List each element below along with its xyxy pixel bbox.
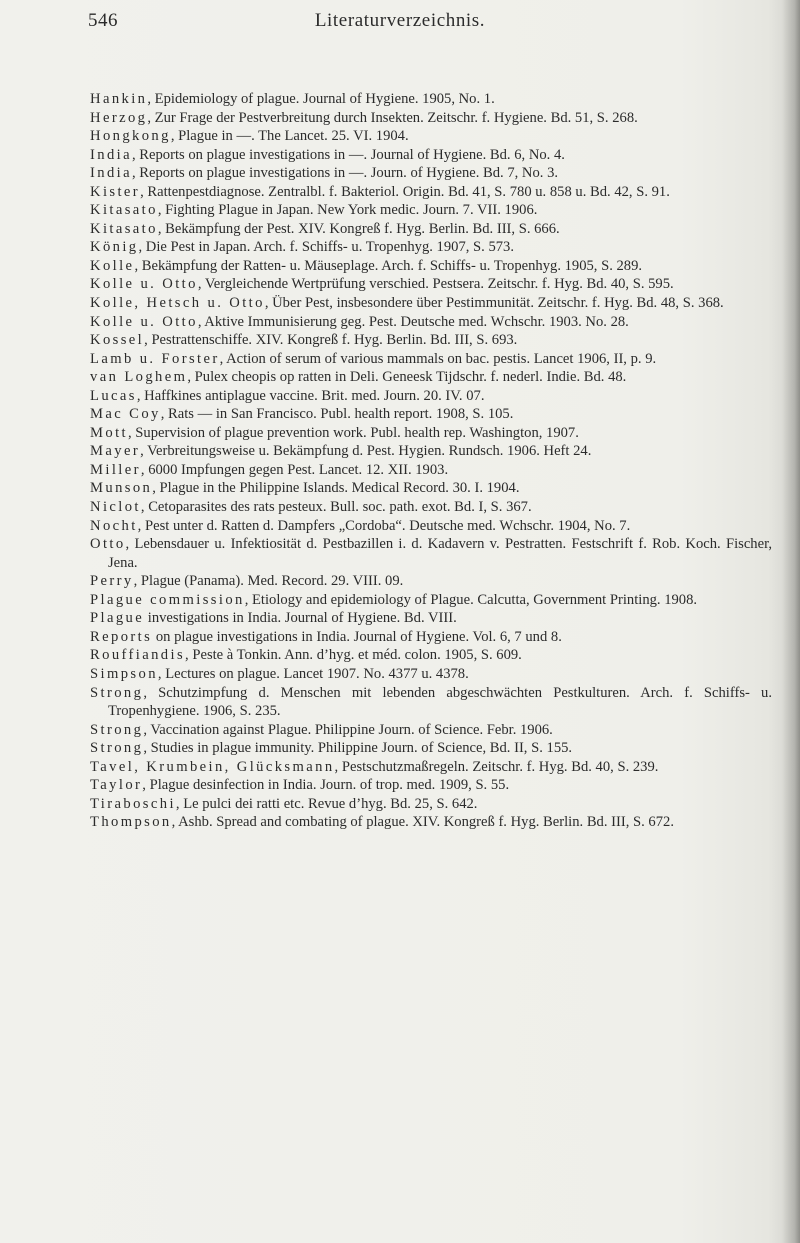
reference-text: , Lebensdauer u. Infektiosität d. Pestbazillen i. d. Kadavern v. Pestratten. Festschrift f. Rob. Koch. Fischer, Jena.: [108, 536, 772, 571]
reference-text: , 6000 Impfungen gegen Pest. Lancet. 12. XII. 1903.: [140, 461, 449, 478]
reference-author: Kitasato: [90, 220, 158, 237]
reference-author: Hankin: [90, 91, 148, 107]
reference-entry: [90, 498, 772, 517]
reference-author: Lucas: [90, 387, 137, 404]
reference-entry: [90, 164, 772, 183]
reference-text: , Verbreitungsweise u. Bekämpfung d. Pest. Hygien. Rundsch. 1906. Heft 24.: [140, 443, 592, 460]
reference-author: Kossel: [90, 332, 145, 349]
reference-text: , Ashb. Spread and combating of plague. XIV. Kongreß f. Hyg. Berlin. Bd. III, S. 672.: [171, 814, 674, 831]
reference-author: Plague: [90, 610, 145, 627]
reference-author: India: [90, 146, 132, 163]
reference-entry: [90, 109, 772, 128]
reference-entry: [90, 127, 772, 146]
reference-author: Kolle u. Otto: [90, 276, 198, 293]
reference-author: Kister: [90, 183, 141, 200]
reference-text: , Action of serum of various mammals on bac. pestis. Lancet 1906, II, p. 9.: [219, 350, 657, 367]
reference-entry: [90, 405, 772, 424]
reference-text: , Reports on plague investigations in —. Journal of Hygiene. Bd. 6, No. 4.: [132, 146, 565, 163]
reference-author: Taylor: [90, 777, 143, 794]
reference-entry: [90, 721, 772, 740]
reference-entry: [90, 609, 772, 628]
reference-entry: [90, 90, 772, 109]
reference-entry: [90, 739, 772, 758]
reference-text: , Supervision of plague prevention work. Publ. health rep. Washington, 1907.: [127, 424, 579, 441]
reference-author: Tavel, Krumbein, Glücksmann: [90, 758, 335, 775]
reference-author: Mott: [90, 424, 128, 441]
reference-author: Reports: [90, 628, 153, 645]
reference-text: on plague investigations in India. Journal of Hygiene. Vol. 6, 7 und 8.: [152, 628, 562, 645]
reference-entry: [90, 220, 772, 239]
reference-author: Strong: [90, 721, 144, 738]
reference-text: , Plague in —. The Lancet. 25. VI. 1904.: [170, 128, 409, 145]
reference-author: Perry: [90, 573, 134, 590]
reference-author: van Loghem: [90, 369, 188, 386]
reference-entry: [90, 795, 772, 814]
reference-entry: [90, 257, 772, 276]
reference-author: Rouffiandis: [90, 647, 186, 664]
reference-text: , Bekämpfung der Pest. XIV. Kongreß f. Hyg. Berlin. Bd. III, S. 666.: [157, 220, 560, 237]
reference-entry: [90, 275, 772, 294]
reference-entry: [90, 201, 772, 220]
reference-entry: [90, 517, 772, 536]
reference-text: , Rattenpestdiagnose. Zentralbl. f. Bakteriol. Origin. Bd. 41, S. 780 u. 858 u. Bd. 42, S. 91.: [140, 183, 670, 200]
reference-text: , Etiology and epidemiology of Plague. Calcutta, Government Printing. 1908.: [244, 591, 698, 608]
reference-text: , Peste à Tonkin. Ann. d’hyg. et méd. colon. 1905, S. 609.: [185, 647, 522, 664]
reference-text: , Pestschutzmaßregeln. Zeitschr. f. Hyg. Bd. 40, S. 239.: [334, 758, 659, 775]
page-header: [0, 10, 800, 38]
reference-text: , Cetoparasites des rats pesteux. Bull. soc. path. exot. Bd. I, S. 367.: [140, 499, 532, 516]
reference-entry: [90, 646, 772, 665]
reference-entry: [90, 146, 772, 165]
reference-entry: [90, 479, 772, 498]
reference-author: Kitasato: [90, 202, 158, 219]
reference-text: , Die Pest in Japan. Arch. f. Schiffs- u. Tropenhyg. 1907, S. 573.: [138, 239, 514, 256]
reference-entry: [90, 813, 772, 832]
reference-author: Simpson: [90, 665, 158, 682]
reference-text: , Vergleichende Wertprüfung verschied. Pestsera. Zeitschr. f. Hyg. Bd. 40, S. 595.: [197, 276, 674, 293]
reference-entry: [90, 535, 772, 572]
reference-text: , Schutzimpfung d. Menschen mit lebenden abgeschwächten Pestkulturen. Arch. f. Schiffs- u. Tropenhygiene. 1906, S. 235.: [108, 684, 772, 720]
reference-author: India: [90, 165, 132, 182]
reference-entry: [90, 776, 772, 795]
reference-text: , Pulex cheopis op ratten in Deli. Geneesk Tijdschr. f. nederl. Indie. Bd. 48.: [187, 369, 627, 386]
reference-entry: [90, 572, 772, 591]
reference-author: Strong: [90, 740, 144, 757]
reference-text: , Aktive Immunisierung geg. Pest. Deutsche med. Wchschr. 1903. No. 28.: [197, 313, 629, 330]
reference-text: , Plague desinfection in India. Journ. of trop. med. 1909, S. 55.: [142, 777, 510, 794]
reference-text: , Pest unter d. Ratten d. Dampfers „Cordoba“. Deutsche med. Wchschr. 1904, No. 7.: [137, 517, 631, 534]
reference-text: , Haffkines antiplague vaccine. Brit. med. Journ. 20. IV. 07.: [136, 387, 485, 404]
reference-text: , Reports on plague investigations in —. Journ. of Hygiene. Bd. 7, No. 3.: [132, 165, 559, 182]
reference-text: , Bekämpfung der Ratten- u. Mäuseplage. Arch. f. Schiffs- u. Tropenhyg. 1905, S. 289.: [134, 257, 643, 274]
reference-entry: [90, 424, 772, 443]
reference-author: König: [90, 239, 139, 256]
reference-author: Hongkong: [90, 128, 171, 145]
reference-entry: [90, 591, 772, 610]
reference-text: , Fighting Plague in Japan. New York medic. Journ. 7. VII. 1906.: [157, 202, 538, 219]
reference-text: , Le pulci dei ratti etc. Revue d’hyg. Bd. 25, S. 642.: [175, 795, 478, 812]
reference-text: , Pestrattenschiffe. XIV. Kongreß f. Hyg. Berlin. Bd. III, S. 693.: [144, 332, 518, 349]
reference-author: Miller: [90, 461, 141, 478]
reference-author: Plague commission: [90, 591, 245, 608]
reference-author: Nocht: [90, 517, 138, 534]
reference-entry: [90, 758, 772, 777]
reference-author: Tiraboschi: [90, 795, 176, 812]
reference-entry: [90, 684, 772, 721]
reference-author: Lamb u. Forster: [90, 350, 220, 367]
reference-entry: [90, 387, 772, 406]
reference-author: Kolle: [90, 257, 135, 274]
reference-entry: [90, 350, 772, 369]
reference-text: , Studies in plague immunity. Philippine Journ. of Science, Bd. II, S. 155.: [143, 740, 573, 757]
running-title: Literaturverzeichnis.: [314, 10, 486, 31]
reference-author: Kolle u. Otto: [90, 313, 198, 330]
reference-entry: [90, 294, 772, 313]
reference-author: Kolle, Hetsch u. Otto: [90, 295, 265, 312]
reference-list: [90, 90, 772, 832]
reference-text: , Über Pest, insbesondere über Pestimmunität. Zeitschr. f. Hyg. Bd. 48, S. 368.: [264, 295, 724, 312]
reference-text: , Plague (Panama). Med. Record. 29. VIII. 09.: [133, 573, 404, 590]
reference-author: Herzog: [90, 109, 148, 126]
reference-entry: [90, 368, 772, 387]
reference-author: Munson: [90, 480, 153, 497]
reference-text: , Lectures on plague. Lancet 1907. No. 4377 u. 4378.: [157, 665, 469, 682]
reference-text: , Rats — in San Francisco. Publ. health report. 1908, S. 105.: [160, 406, 514, 423]
page-number: 546: [88, 10, 118, 31]
reference-author: Niclot: [90, 499, 141, 516]
page-edge-shadow: [782, 0, 800, 1243]
reference-author: Otto: [90, 536, 126, 553]
reference-entry: [90, 461, 772, 480]
reference-entry: [90, 183, 772, 202]
reference-entry: [90, 313, 772, 332]
reference-author: Mac Coy: [90, 406, 161, 423]
reference-text: , Plague in the Philippine Islands. Medical Record. 30. I. 1904.: [152, 480, 520, 497]
reference-entry: [90, 628, 772, 647]
reference-text: , Vaccination against Plague. Philippine Journ. of Science. Febr. 1906.: [143, 721, 553, 738]
reference-entry: [90, 442, 772, 461]
reference-author: Thompson: [90, 814, 172, 831]
reference-text: investigations in India. Journal of Hygiene. Bd. VIII.: [144, 610, 457, 627]
reference-entry: [90, 665, 772, 684]
reference-entry: [90, 331, 772, 350]
reference-author: Strong: [90, 684, 144, 701]
reference-entry: [90, 238, 772, 257]
reference-text: , Zur Frage der Pestverbreitung durch Insekten. Zeitschr. f. Hygiene. Bd. 51, S. 268.: [147, 109, 638, 126]
reference-text: , Epidemiology of plague. Journal of Hygiene. 1905, No. 1.: [147, 91, 495, 107]
reference-author: Mayer: [90, 443, 141, 460]
